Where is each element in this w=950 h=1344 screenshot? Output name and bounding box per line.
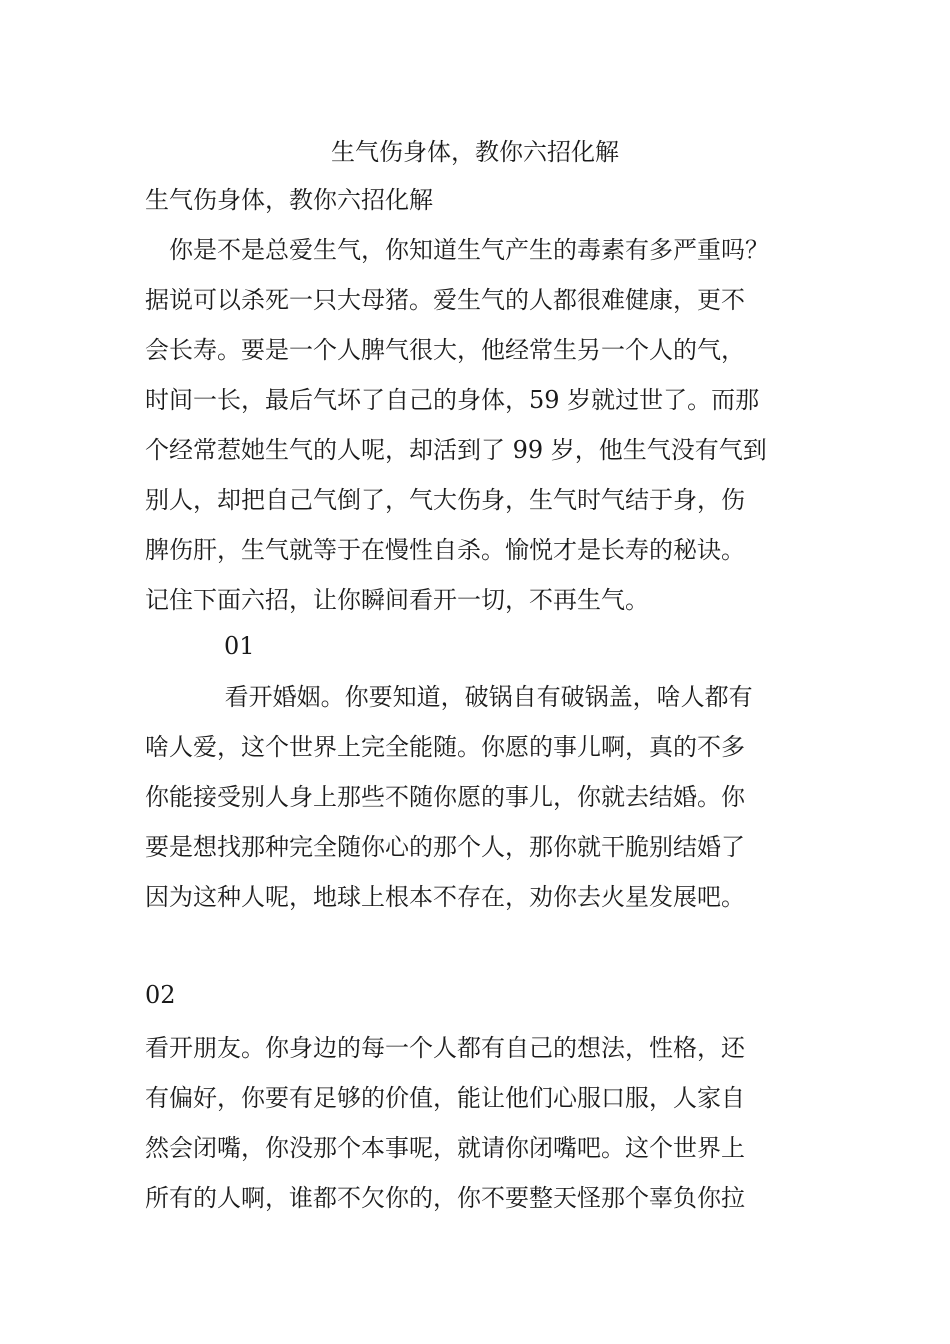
paragraph-line: 脾伤肝，生气就等于在慢性自杀。愉悦才是长寿的秘诀。 <box>145 536 745 564</box>
paragraph-line: 看开朋友。你身边的每一个人都有自己的想法，性格，还 <box>145 1034 745 1062</box>
document-subtitle: 生气伤身体，教你六招化解 <box>145 186 433 214</box>
paragraph-line: 时间一长，最后气坏了自己的身体，59 岁就过世了。而那 <box>145 386 760 414</box>
section-01-paragraph <box>145 672 825 922</box>
section-number-02: 02 <box>145 981 176 1009</box>
paragraph-line: 有偏好，你要有足够的价值，能让他们心服口服，人家自 <box>145 1084 745 1112</box>
paragraph-line: 因为这种人呢，地球上根本不存在，劝你去火星发展吧。 <box>145 883 745 911</box>
paragraph-line: 啥人爱，这个世界上完全能随。你愿的事儿啊，真的不多 <box>145 733 745 761</box>
paragraph-line: 你是不是总爱生气，你知道生气产生的毒素有多严重吗？ <box>145 236 769 264</box>
paragraph-line: 你能接受别人身上那些不随你愿的事儿，你就去结婚。你 <box>145 783 745 811</box>
paragraph-line: 所有的人啊，谁都不欠你的，你不要整天怪那个辜负你拉 <box>145 1184 745 1212</box>
paragraph-line: 会长寿。要是一个人脾气很大，他经常生另一个人的气， <box>145 336 745 364</box>
intro-paragraph <box>145 225 825 625</box>
section-02-paragraph <box>145 1023 825 1223</box>
paragraph-line: 据说可以杀死一只大母猪。爱生气的人都很难健康，更不 <box>145 286 745 314</box>
paragraph-line: 要是想找那种完全随你心的那个人，那你就干脆别结婚了 <box>145 833 745 861</box>
paragraph-line: 个经常惹她生气的人呢，却活到了 99 岁，他生气没有气到 <box>145 436 767 464</box>
paragraph-line: 看开婚姻。你要知道，破锅自有破锅盖，啥人都有 <box>145 683 753 711</box>
document-title: 生气伤身体，教你六招化解 <box>331 138 619 166</box>
paragraph-line: 记住下面六招，让你瞬间看开一切，不再生气。 <box>145 586 649 614</box>
paragraph-line: 然会闭嘴，你没那个本事呢，就请你闭嘴吧。这个世界上 <box>145 1134 745 1162</box>
paragraph-line: 别人，却把自己气倒了，气大伤身，生气时气结于身，伤 <box>145 486 745 514</box>
section-number-01: 01 <box>224 632 255 660</box>
